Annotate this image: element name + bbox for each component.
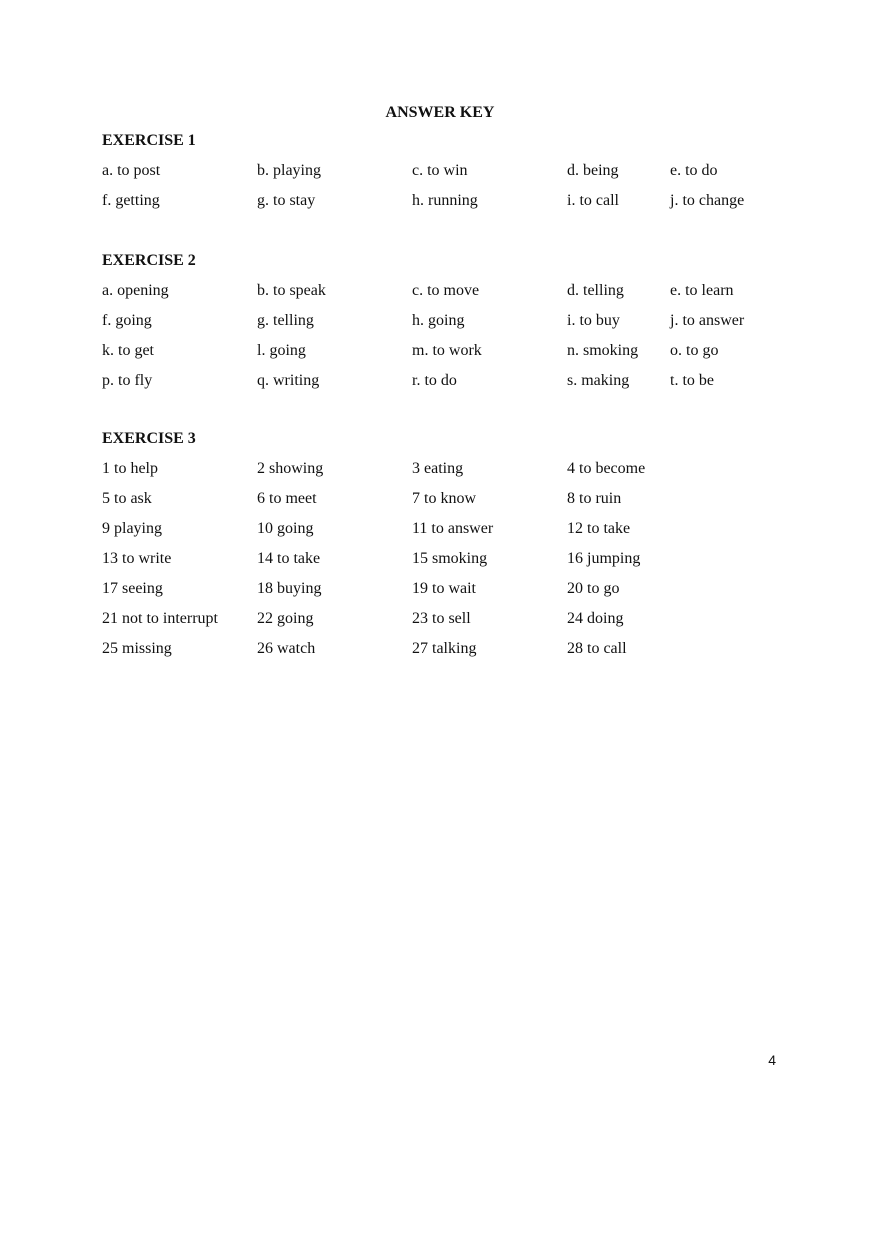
answer-item: h. running xyxy=(412,192,478,209)
answer-item: 19 to wait xyxy=(412,580,476,597)
answer-item: 24 doing xyxy=(567,610,624,627)
answer-item: f. going xyxy=(102,312,152,329)
answer-item: 7 to know xyxy=(412,490,476,507)
answer-item: 2 showing xyxy=(257,460,324,477)
answer-item: n. smoking xyxy=(567,342,639,359)
answer-item: o. to go xyxy=(670,342,719,359)
answer-item: 11 to answer xyxy=(412,520,494,537)
answer-item: g. to stay xyxy=(257,192,316,209)
answer-item: e. to do xyxy=(670,162,718,179)
exercise-1-section xyxy=(102,130,802,220)
answer-item: 22 going xyxy=(257,610,314,627)
answer-item: k. to get xyxy=(102,342,154,359)
answer-row xyxy=(102,518,802,540)
answer-item: 1 to help xyxy=(102,460,158,477)
answer-item: 21 not to interrupt xyxy=(102,610,218,627)
answer-item: e. to learn xyxy=(670,282,734,299)
answer-item: a. opening xyxy=(102,282,169,299)
exercise-3-section xyxy=(102,428,802,668)
answer-item: 16 jumping xyxy=(567,550,641,567)
answer-item: 5 to ask xyxy=(102,490,152,507)
answer-item: t. to be xyxy=(670,372,714,389)
answer-item: j. to change xyxy=(670,192,745,209)
answer-row xyxy=(102,638,802,660)
page-number: 4 xyxy=(768,1052,776,1068)
answer-row xyxy=(102,608,802,630)
answer-item: h. going xyxy=(412,312,465,329)
answer-item: 17 seeing xyxy=(102,580,163,597)
answer-item: r. to do xyxy=(412,372,457,389)
answer-row xyxy=(102,370,802,392)
answer-item: 9 playing xyxy=(102,520,162,537)
exercise-heading: EXERCISE 1 xyxy=(102,132,196,149)
answer-row xyxy=(102,280,802,302)
answer-row xyxy=(102,190,802,212)
answer-item: 8 to ruin xyxy=(567,490,622,507)
answer-item: 20 to go xyxy=(567,580,620,597)
answer-item: 13 to write xyxy=(102,550,172,567)
answer-item: b. to speak xyxy=(257,282,326,299)
answer-row xyxy=(102,340,802,362)
answer-item: c. to win xyxy=(412,162,468,179)
answer-item: s. making xyxy=(567,372,630,389)
exercise-heading: EXERCISE 3 xyxy=(102,430,196,447)
answer-item: g. telling xyxy=(257,312,314,329)
answer-item: 18 buying xyxy=(257,580,322,597)
answer-item: 25 missing xyxy=(102,640,172,657)
answer-item: m. to work xyxy=(412,342,482,359)
answer-item: 12 to take xyxy=(567,520,631,537)
answer-item: j. to answer xyxy=(670,312,745,329)
answer-item: b. playing xyxy=(257,162,321,179)
answer-item: d. telling xyxy=(567,282,624,299)
answer-item: p. to fly xyxy=(102,372,153,389)
answer-item: d. being xyxy=(567,162,619,179)
exercise-2-section xyxy=(102,250,802,400)
answer-item: i. to buy xyxy=(567,312,620,329)
answer-item: 23 to sell xyxy=(412,610,471,627)
answer-item: 15 smoking xyxy=(412,550,488,567)
answer-row xyxy=(102,458,802,480)
answer-item: c. to move xyxy=(412,282,480,299)
answer-item: 10 going xyxy=(257,520,314,537)
answer-item: a. to post xyxy=(102,162,161,179)
answer-row xyxy=(102,578,802,600)
answer-item: 4 to become xyxy=(567,460,646,477)
answer-item: f. getting xyxy=(102,192,160,209)
answer-row xyxy=(102,488,802,510)
answer-item: 26 watch xyxy=(257,640,316,657)
answer-item: q. writing xyxy=(257,372,320,389)
page-title: ANSWER KEY xyxy=(385,104,495,121)
answer-item: 27 talking xyxy=(412,640,477,657)
answer-row xyxy=(102,548,802,570)
answer-item: 28 to call xyxy=(567,640,627,657)
answer-item: l. going xyxy=(257,342,306,359)
exercise-heading: EXERCISE 2 xyxy=(102,252,196,269)
answer-item: 14 to take xyxy=(257,550,321,567)
answer-row xyxy=(102,310,802,332)
answer-item: 6 to meet xyxy=(257,490,317,507)
answer-item: i. to call xyxy=(567,192,619,209)
answer-item: 3 eating xyxy=(412,460,464,477)
answer-row xyxy=(102,160,802,182)
